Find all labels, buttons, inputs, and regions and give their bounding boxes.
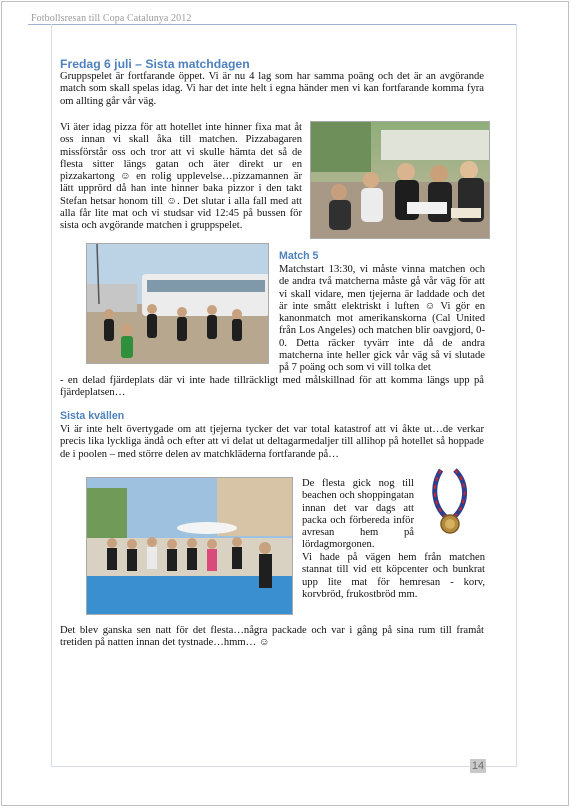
section-heading-sista-kvallen: Sista kvällen xyxy=(60,410,125,422)
medal-icon xyxy=(425,466,477,536)
closing-paragraph: Det blev ganska sen natt för det flesta…några packade och var i gång på sina rum till framåt tretiden på natten innan det tystnade…hmm… ☺ xyxy=(60,625,484,649)
evening-paragraph: Vi är inte helt övertygade om att tjejerna tycker det var total katastrof att vi åkte ut…de verkar precis lika lyckliga ändå och efter att vi delat ut deltagarmedaljer till allihop på hotellet så hoppade de i poolen – med större delen av matchkläderna fortfarande på… xyxy=(60,424,484,460)
page-number: 14 xyxy=(471,760,485,772)
team-at-hotel-pool-photo xyxy=(86,477,293,615)
beach-paragraph-narrow: De flesta gick nog till beachen och shoppingatan innan det var dags att packa och förbereda inför avresan hem på lördagmorgonen. xyxy=(302,478,414,551)
section-heading-fredag: Fredag 6 juli – Sista matchdagen xyxy=(60,57,250,71)
match5-paragraph: Matchstart 13:30, vi måste vinna matchen och de andra två matcherna måste gå vår väg för att vi skall vidare, men tjejerna är laddade och det är inte smått elektriskt i luften ☺ Vi gör en kanonmatch mot amerikanskorna (Cal United från Los Angeles) och matchen blir oavgjord, 0-0. Detta räcker tyvärr inte då de andra matcherna inte heller gick vår väg så vi slutade på 7 poäng och som vi vill tolka det xyxy=(279,264,485,374)
match5-continued-paragraph: - en delad fjärdeplats där vi inte hade tillräckligt med målskillnad för att komma längs upp på fjärdeplatsen… xyxy=(60,375,484,399)
intro-paragraph: Gruppspelet är fortfarande öppet. Vi är nu 4 lag som har samma poäng och det är an avgörande match som skall spelas idag. Vi har det inte helt i egna händer men vi kan fortfarande komma fyra om allting går vår väg. xyxy=(60,71,484,107)
pizza-paragraph: Vi äter idag pizza för att hotellet inte hinner fixa mat åt oss innan vi skall åka till matchen. Pizzabagaren missförstår oss och tror att vi skulle hämta det så de flesta sitter längs gatan och äter direkt ur en pizzakartong ☺ en rolig upplevelse…pizzamannen är lätt upprörd då han inte hinner baka pizzor i den takt Stefan hetsar honom till ☺. Det slutar i alla fall med att alla får lite mat och vi studsar vid 12:45 på bussen för sista och avgörande matchen i gruppspelet. xyxy=(60,122,302,232)
team-eating-pizza-photo xyxy=(310,121,490,239)
running-header: Fotbollsresan till Copa Catalunya 2012 xyxy=(31,13,192,24)
team-warmup-by-bus-photo xyxy=(86,243,269,364)
beach-paragraph-rest: Vi hade på vägen hem från matchen stannat till vid ett köpcenter och bunkrat upp lite mat för hemresan - korv, korvbröd, frukostbröd mm. xyxy=(302,552,485,600)
section-heading-match5: Match 5 xyxy=(279,250,319,262)
